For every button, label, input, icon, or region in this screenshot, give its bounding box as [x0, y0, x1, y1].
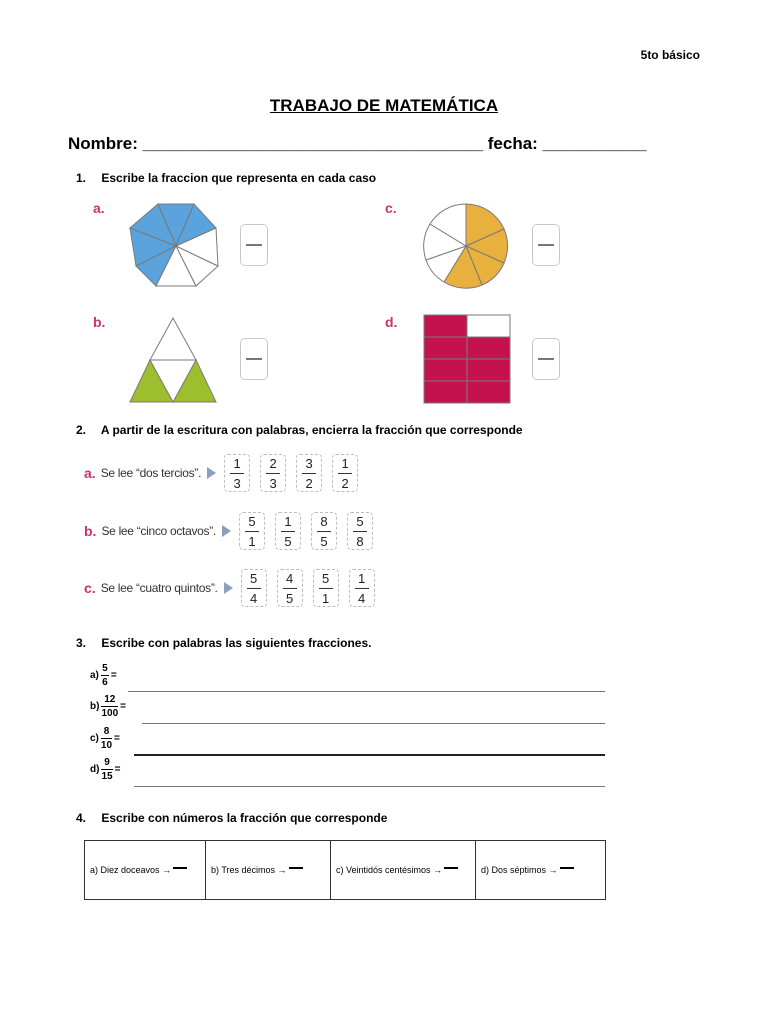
rectangle-figure	[423, 314, 513, 408]
answer-box-b[interactable]	[240, 338, 268, 380]
name-label: Nombre:	[68, 134, 138, 153]
fraction-option[interactable]: $\frac{5}{1}$	[239, 512, 265, 550]
q4-cell[interactable]: b) Tres décimos →	[206, 841, 331, 900]
q3-label: b)	[90, 701, 100, 712]
q2-text: Se lee “dos tercios”.	[100, 466, 202, 480]
fraction-option[interactable]: $\frac{4}{5}$	[277, 569, 303, 607]
arrow-icon: →	[548, 865, 558, 875]
play-arrow-icon	[222, 525, 231, 537]
q3-fraction: 12 100	[101, 694, 119, 719]
question-number: 2.	[76, 423, 87, 437]
answer-line-b[interactable]	[142, 723, 605, 724]
circle-figure	[420, 200, 512, 292]
q3-item-a	[90, 663, 117, 688]
fraction-option[interactable]: $\frac{1}{5}$	[275, 512, 301, 550]
q3-fraction: 9 15	[101, 757, 113, 782]
rect-shaded	[424, 359, 467, 381]
item-letter-c: c.	[385, 200, 397, 216]
fraction-dash	[560, 867, 574, 869]
answer-box-a[interactable]	[240, 224, 268, 266]
name-blank[interactable]: ____________________________________	[142, 134, 484, 153]
q2-letter: a.	[84, 465, 96, 481]
question-number: 4.	[76, 811, 87, 825]
question-4	[76, 811, 387, 825]
fraction-option[interactable]: $\frac{5}{4}$	[241, 569, 267, 607]
triangle-figure	[128, 314, 218, 406]
date-blank[interactable]: ___________	[542, 134, 647, 153]
rect-shaded	[467, 381, 510, 403]
answer-line-c[interactable]	[134, 754, 605, 756]
arrow-icon: →	[162, 865, 172, 875]
fraction-option[interactable]: $\frac{1}{2}$	[332, 454, 358, 492]
q3-item-c	[90, 726, 120, 751]
q3-fraction: 8 10	[100, 726, 113, 751]
arrow-icon: →	[277, 865, 287, 875]
fraction-option[interactable]: $\frac{5}{8}$	[347, 512, 373, 550]
fraction-option[interactable]: $\frac{2}{3}$	[260, 454, 286, 492]
page-title: TRABAJO DE MATEMÁTICA	[269, 96, 499, 115]
item-letter-a: a.	[93, 200, 105, 216]
item-letter-b: b.	[93, 314, 106, 330]
question-text: A partir de la escritura con palabras, encierra la fracción que corresponde	[100, 423, 523, 437]
q2-text: Se lee “cinco octavos”.	[101, 524, 216, 538]
fraction-option[interactable]: $\frac{1}{3}$	[224, 454, 250, 492]
arrow-icon: →	[433, 865, 443, 875]
q2-row-c	[84, 567, 385, 609]
q3-label: a)	[90, 670, 99, 681]
play-arrow-icon	[207, 467, 216, 479]
fraction-option[interactable]: $\frac{3}{2}$	[296, 454, 322, 492]
grade-label: 5to básico	[640, 48, 700, 62]
q4-table	[84, 840, 606, 900]
question-text: Escribe con números la fracción que corresponde	[101, 811, 388, 825]
question-2	[76, 423, 523, 437]
equals-sign: =	[114, 764, 121, 775]
date-label: fecha:	[487, 134, 538, 153]
fraction-dash	[444, 867, 458, 869]
fraction-dash	[173, 867, 187, 869]
item-letter-d: d.	[385, 314, 398, 330]
equals-sign: =	[114, 733, 120, 744]
question-text: Escribe la fraccion que representa en cada caso	[101, 171, 377, 185]
q3-label: d)	[90, 764, 100, 775]
q3-label: c)	[90, 733, 99, 744]
fraction-option[interactable]: $\frac{1}{4}$	[349, 569, 375, 607]
play-arrow-icon	[224, 582, 233, 594]
triangle-unshaded	[150, 318, 196, 360]
q4-cell[interactable]: d) Dos séptimos →	[476, 841, 606, 900]
q2-text: Se lee “cuatro quintos”.	[100, 581, 218, 595]
rect-shaded	[424, 315, 467, 337]
rect-shaded	[424, 337, 467, 359]
question-1	[76, 171, 376, 185]
fraction-option[interactable]: $\frac{5}{1}$	[313, 569, 339, 607]
question-3	[76, 636, 371, 650]
q3-item-b	[90, 694, 126, 719]
question-text: Escribe con palabras las siguientes fracciones.	[101, 636, 372, 650]
q3-fraction: 5 6	[102, 663, 108, 688]
heptagon-figure	[126, 200, 226, 292]
name-date-line	[68, 134, 647, 154]
rect-shaded	[467, 337, 510, 359]
rect-shaded	[424, 381, 467, 403]
q2-letter: c.	[84, 580, 96, 596]
answer-line-a[interactable]	[128, 691, 605, 692]
answer-box-d[interactable]	[532, 338, 560, 380]
q2-letter: b.	[84, 523, 97, 539]
answer-line-d[interactable]	[134, 786, 605, 787]
answer-box-c[interactable]	[532, 224, 560, 266]
rect-shaded	[467, 359, 510, 381]
equals-sign: =	[110, 670, 117, 681]
rect-unshaded	[467, 315, 510, 337]
q4-cell[interactable]: a) Diez doceavos →	[85, 841, 206, 900]
equals-sign: =	[120, 701, 126, 712]
q2-row-b	[84, 510, 383, 552]
q4-cell[interactable]: c) Veintidós centésimos →	[331, 841, 476, 900]
fraction-option[interactable]: $\frac{8}{5}$	[311, 512, 337, 550]
q2-row-a	[84, 452, 368, 494]
question-number: 3.	[76, 636, 87, 650]
question-number: 1.	[76, 171, 87, 185]
fraction-dash	[289, 867, 303, 869]
q3-item-d	[90, 757, 120, 782]
